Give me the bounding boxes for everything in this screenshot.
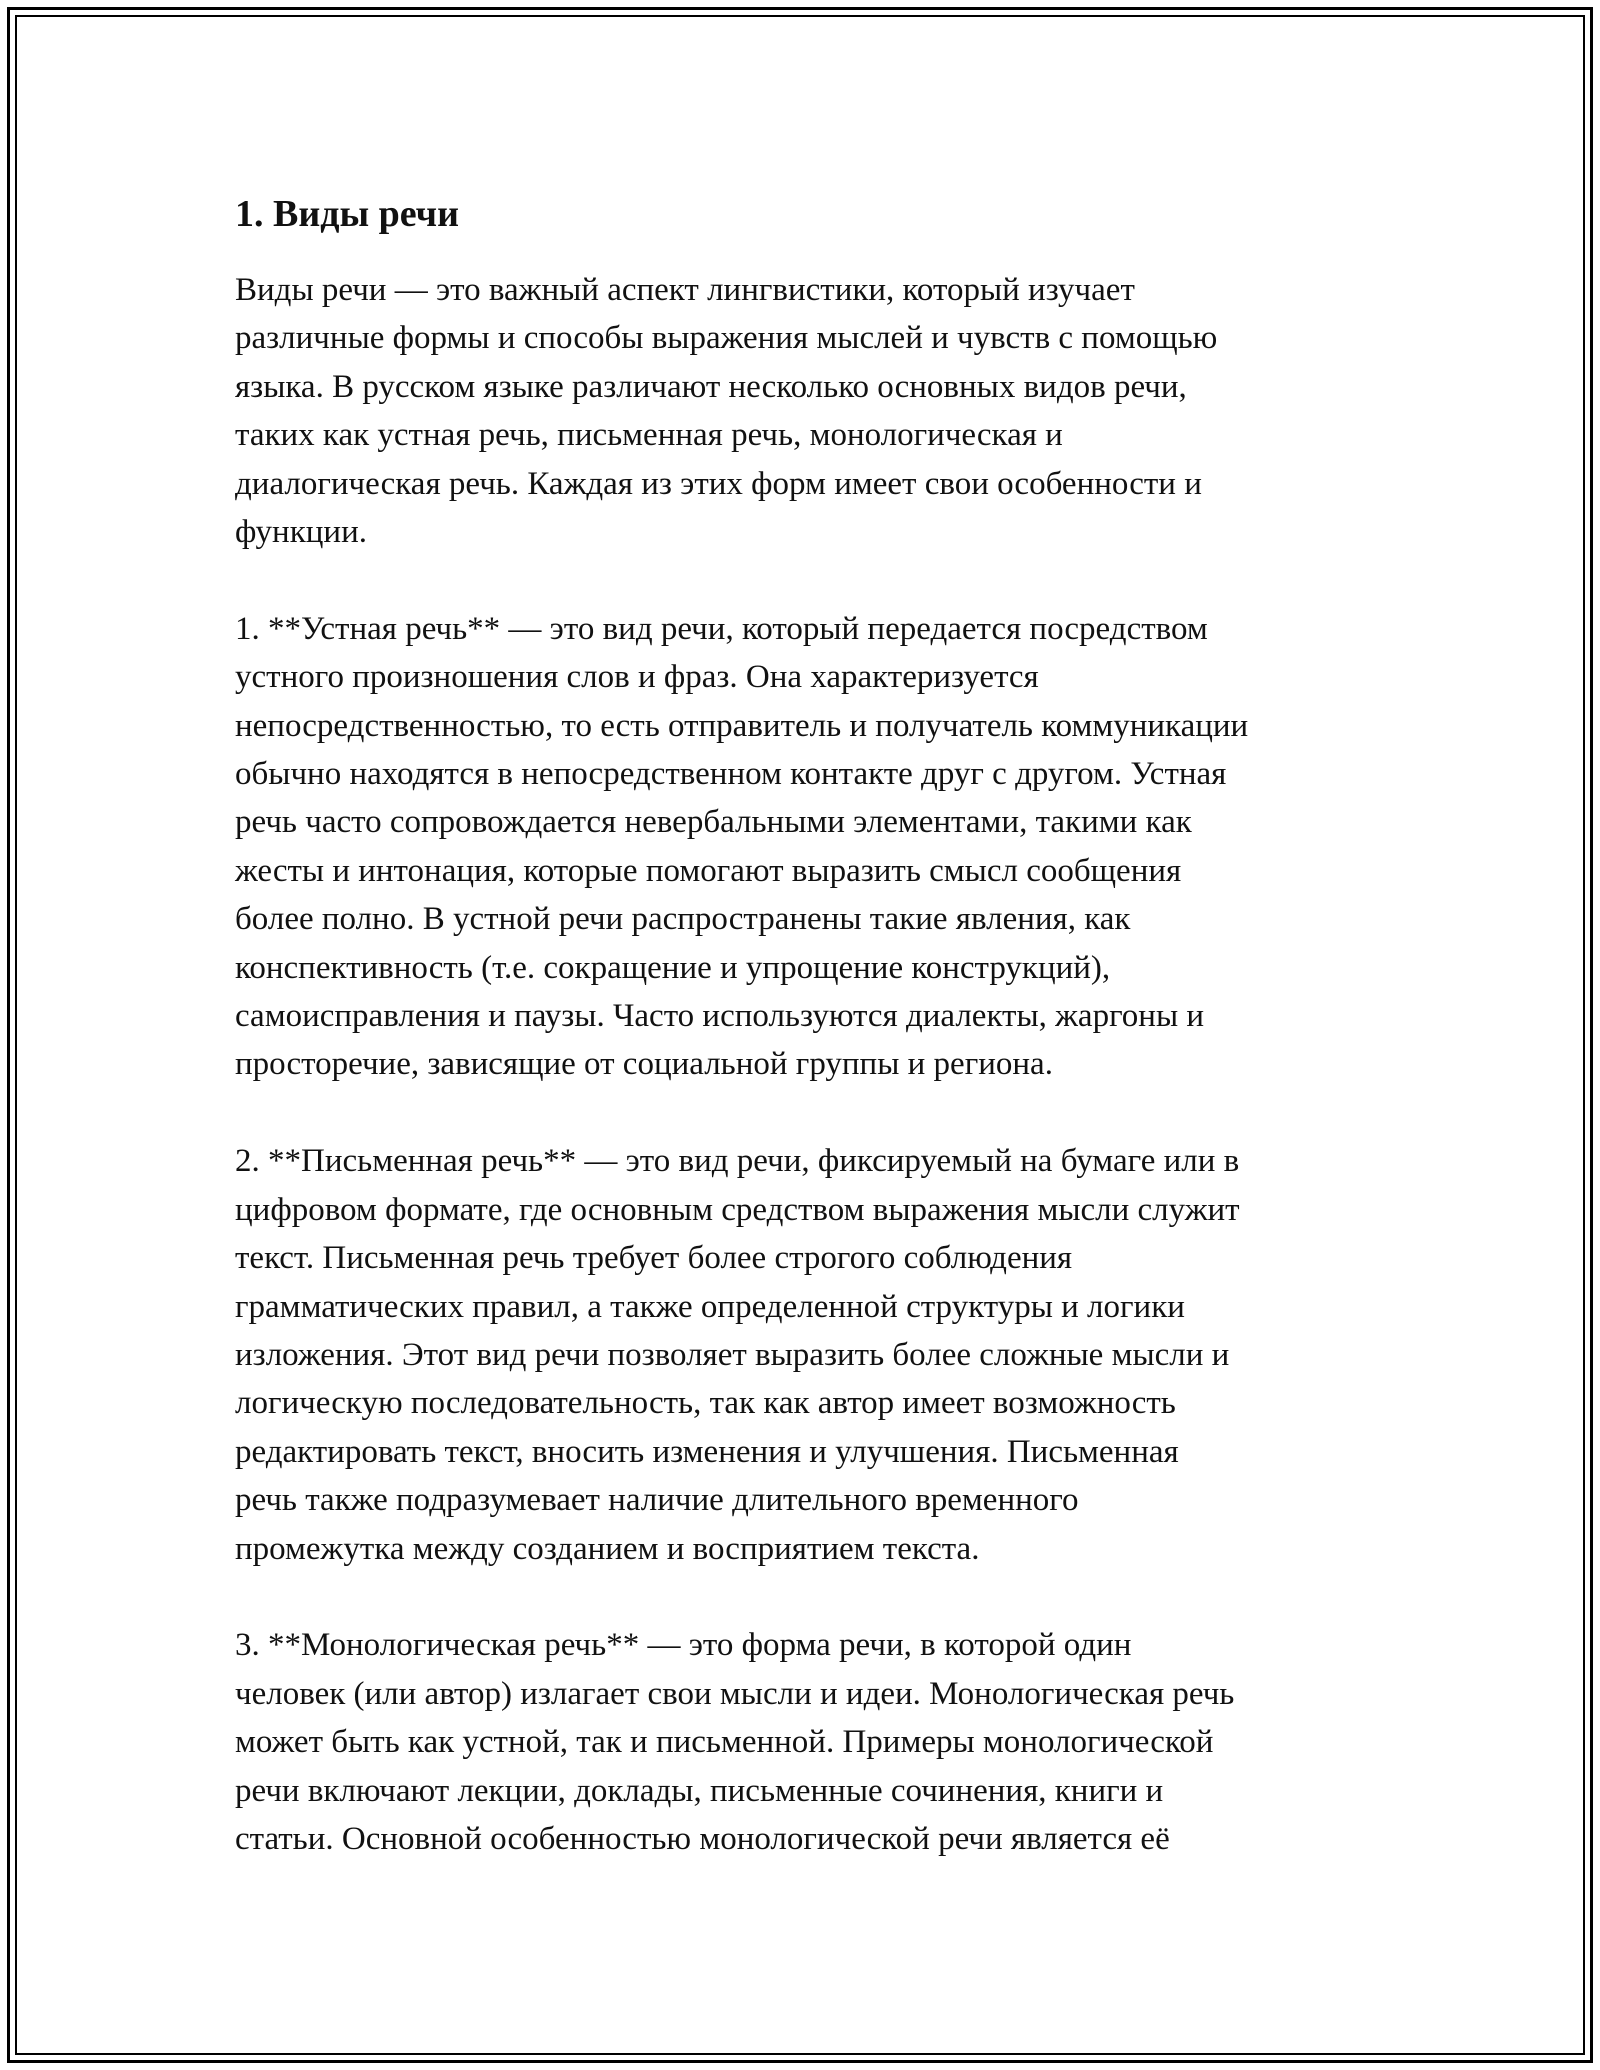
text-line: просторечие, зависящие от социальной группы и региона. bbox=[235, 1046, 1053, 1083]
document-body bbox=[235, 186, 1370, 1912]
text-line: жесты и интонация, которые помогают выразить смысл сообщения bbox=[235, 852, 1182, 889]
text-line: непосредственностью, то есть отправитель и получатель коммуникации bbox=[235, 707, 1249, 744]
text-line: 2. **Письменная речь** — это вид речи, фиксируемый на бумаге или в bbox=[235, 1143, 1240, 1180]
text-line: 3. **Монологическая речь** — это форма речи, в которой один bbox=[235, 1627, 1132, 1664]
text-line: диалогическая речь. Каждая из этих форм имеет свои особенности и bbox=[235, 465, 1202, 502]
text-line: 1. **Устная речь** — это вид речи, который передается посредством bbox=[235, 610, 1208, 647]
text-line: языка. В русском языке различают несколько основных видов речи, bbox=[235, 368, 1187, 405]
text-line: логическую последовательность, так как автор имеет возможность bbox=[235, 1385, 1176, 1422]
text-line: человек (или автор) излагает свои мысли и идеи. Монологическая речь bbox=[235, 1675, 1235, 1712]
text-line: текст. Письменная речь требует более строгого соблюдения bbox=[235, 1240, 1073, 1277]
text-line: более полно. В устной речи распространены такие явления, как bbox=[235, 901, 1131, 938]
section-heading: 1. Виды речи bbox=[235, 193, 460, 235]
text-line: различные формы и способы выражения мыслей и чувств с помощью bbox=[235, 320, 1218, 357]
text-line: редактировать текст, вносить изменения и улучшения. Письменная bbox=[235, 1433, 1179, 1470]
oral-speech-paragraph bbox=[235, 605, 1370, 1089]
text-line: конспективность (т.е. сокращение и упрощение конструкций), bbox=[235, 949, 1111, 986]
text-line: речь также подразумевает наличие длительного временного bbox=[235, 1482, 1079, 1519]
text-line: изложения. Этот вид речи позволяет выразить более сложные мысли и bbox=[235, 1336, 1230, 1373]
text-line: Виды речи — это важный аспект лингвистики, который изучает bbox=[235, 272, 1135, 308]
text-line: может быть как устной, так и письменной. Примеры монологической bbox=[235, 1724, 1214, 1761]
text-line: статьи. Основной особенностью монологической речи является её bbox=[235, 1820, 1170, 1857]
text-line: грамматических правил, а также определенной структуры и логики bbox=[235, 1288, 1185, 1325]
text-line: самоисправления и паузы. Часто используются диалекты, жаргоны и bbox=[235, 998, 1205, 1035]
text-line: цифровом формате, где основным средством выражения мысли служит bbox=[235, 1191, 1240, 1228]
text-line: устного произношения слов и фраз. Она характеризуется bbox=[235, 659, 1039, 696]
text-line: обычно находятся в непосредственном контакте друг с другом. Устная bbox=[235, 756, 1227, 793]
text-line: речь часто сопровождается невербальными элементами, такими как bbox=[235, 804, 1192, 841]
intro-paragraph bbox=[235, 266, 1370, 556]
written-speech-paragraph bbox=[235, 1137, 1370, 1573]
text-line: промежутка между созданием и восприятием текста. bbox=[235, 1530, 980, 1567]
text-line: речи включают лекции, доклады, письменные сочинения, книги и bbox=[235, 1772, 1164, 1809]
monologue-speech-paragraph bbox=[235, 1621, 1370, 1863]
text-line: функции. bbox=[235, 514, 367, 551]
text-line: таких как устная речь, письменная речь, монологическая и bbox=[235, 417, 1063, 454]
